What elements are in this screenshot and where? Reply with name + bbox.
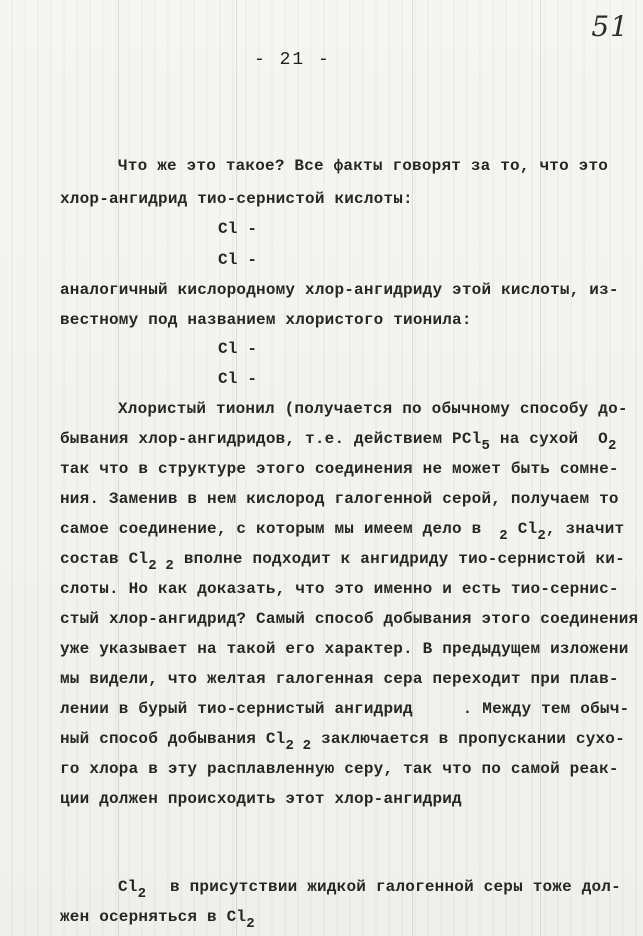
text-line: [118, 878, 643, 902]
text-line: [60, 430, 630, 454]
text-line: ния. Заменив в нем кислород галогенной серой, получаем то: [60, 490, 619, 508]
formula-line: Cl -: [218, 340, 258, 358]
text-segment: вполне подходит к ангидриду тио-сернистой ки-: [183, 550, 625, 568]
text-segment: ный способ добывания Cl: [60, 730, 286, 748]
formula-line: Cl -: [218, 251, 258, 269]
text-line: го хлора в эту расплавленную серу, так что по самой реак-: [60, 760, 619, 778]
text-segment: состав Cl: [60, 550, 149, 568]
formula-cl2: Cl: [517, 520, 538, 538]
text-segment: , значит: [545, 520, 625, 538]
text-line: стый хлор-ангидрид? Самый способ добывания этого соединения: [60, 610, 639, 628]
subscript: 2 2: [285, 738, 312, 754]
text-segment: на сухой: [499, 430, 579, 448]
text-line: [60, 908, 630, 932]
text-line: [60, 700, 630, 718]
text-segment: бывания хлор-ангидридов, т.е. действием PCl: [60, 430, 482, 448]
formula-o2: O: [598, 430, 608, 448]
text-line: вестному под названием хлористого тионила:: [60, 311, 472, 329]
subscript: 2: [499, 528, 508, 544]
text-segment: жен осерняться в Cl: [60, 908, 247, 926]
text-segment: в присутствии жидкой галогенной серы тоже дол-: [170, 878, 621, 896]
text-line: хлор-ангидрид тио-сернистой кислоты:: [60, 190, 413, 208]
subscript: 2: [607, 438, 617, 454]
text-line: [60, 730, 630, 754]
subscript: 2: [246, 916, 255, 932]
text-line: так что в структуре этого соединения не может быть сомне-: [60, 460, 619, 478]
subscript: 2: [537, 528, 546, 544]
text-segment: заключается в пропускании сухо-: [321, 730, 625, 748]
text-line: ции должен происходить этот хлор-ангидрид: [60, 790, 462, 808]
text-line: аналогичный кислородному хлор-ангидриду этой кислоты, из-: [60, 281, 619, 299]
text-segment: самое соединение, с которым мы имеем дело в: [60, 520, 482, 538]
text-segment: . Между тем обыч-: [462, 700, 630, 718]
subscript: 5: [481, 438, 491, 454]
subscript: 2: [137, 886, 147, 902]
formula-line: Cl -: [218, 220, 258, 238]
subscript: 2 2: [148, 558, 175, 574]
page-number: - 21 -: [254, 50, 331, 70]
text-line: Хлористый тионил (получается по обычному способу до-: [118, 400, 628, 418]
text-line: [60, 550, 630, 574]
text-line: Что же это такое? Все факты говорят за то, что это: [118, 157, 609, 175]
text-line: мы видели, что желтая галогенная сера переходит при плав-: [60, 670, 619, 688]
formula-line: Cl -: [218, 370, 258, 388]
handwritten-page-mark: 51: [591, 10, 629, 43]
text-segment: лении в бурый тио-сернистый ангидрид: [60, 700, 413, 718]
text-line: уже указывает на такой его характер. В предыдущем изложени: [60, 640, 629, 658]
formula-cl2: Cl: [118, 878, 138, 896]
text-line: [60, 520, 630, 544]
text-line: слоты. Но как доказать, что это именно и есть тио-сернис-: [60, 580, 619, 598]
